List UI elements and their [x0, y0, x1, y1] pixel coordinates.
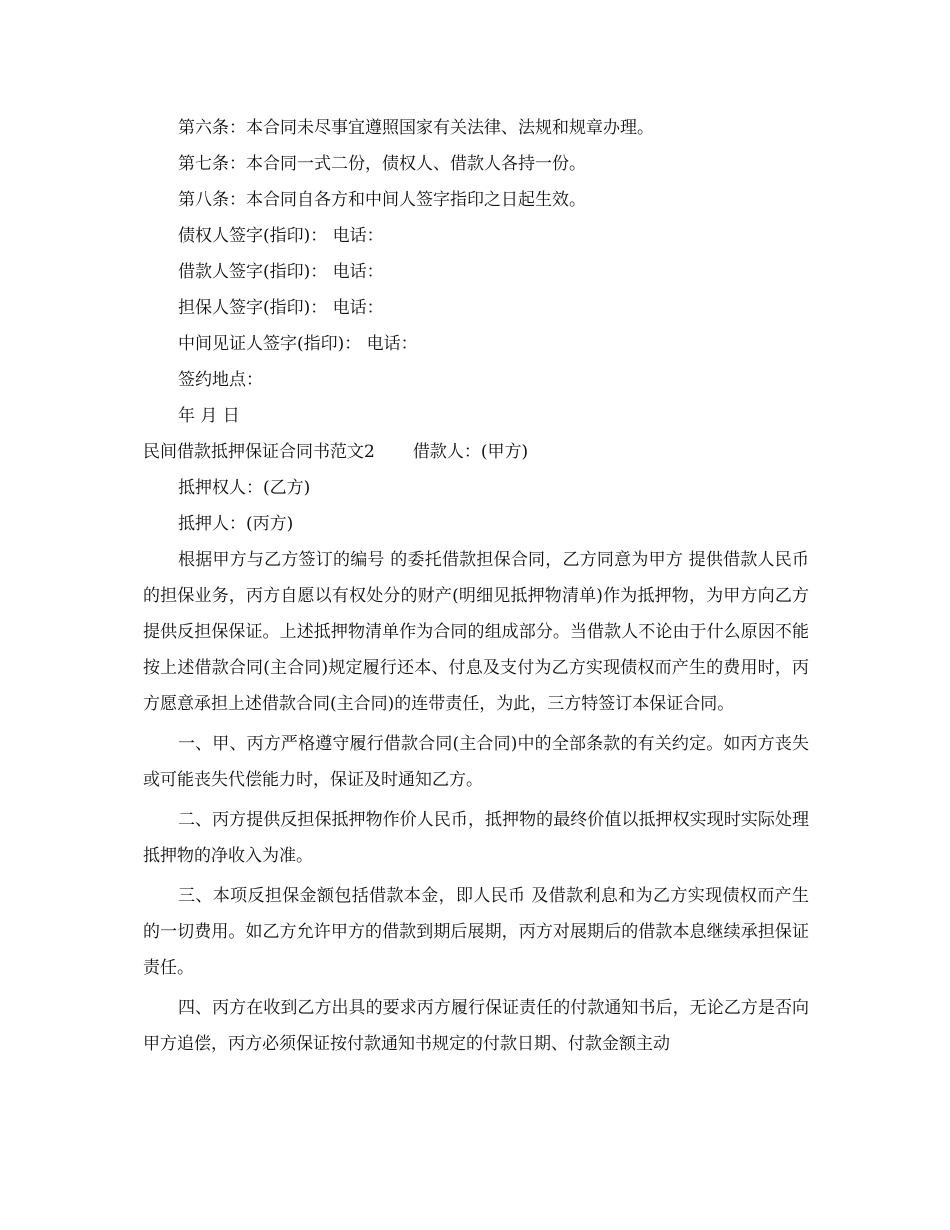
date-line: 年 月 日 [178, 406, 240, 426]
witness-signature-line: 中间见证人签字(指印)： 电话： [178, 334, 418, 354]
document-body [143, 110, 809, 1066]
borrower-party: 借款人：(甲方) [412, 442, 529, 462]
section-title: 民间借款抵押保证合同书范文2 [143, 442, 375, 462]
mortgagor-party: 抵押人：(丙方) [178, 514, 294, 534]
article-1-paragraph: 一、甲、丙方严格遵守履行借款合同(主合同)中的全部条款的有关约定。如丙方丧失或可能丧失代偿能力时，保证及时通知乙方。 [143, 734, 809, 790]
clause-8: 第八条：本合同自各方和中间人签字指印之日起生效。 [178, 190, 586, 210]
signing-location-line: 签约地点： [178, 370, 263, 390]
guarantor-signature-line: 担保人签字(指印)： 电话： [178, 298, 384, 318]
clause-7: 第七条：本合同一式二份，债权人、借款人各持一份。 [178, 154, 586, 174]
borrower-signature-line: 借款人签字(指印)： 电话： [178, 262, 384, 282]
preamble-paragraph: 根据甲方与乙方签订的编号 的委托借款担保合同，乙方同意为甲方 提供借款人民币 的担保业务，丙方自愿以有权处分的财产(明细见抵押物清单)作为抵押物，为甲方向乙方提供反担保保证。上述抵押物清单作为合同的组成部分。当借款人不论由于什么原因不能按上述借款合同(主合同)规定履行还本、付息及支付为乙方实现债权而产生的费用时，丙方愿意承担上述借款合同(主合同)的连带责任，为此，三方特签订本保证合同。 [143, 550, 809, 714]
mortgagee-party: 抵押权人：(乙方) [178, 478, 311, 498]
section-title-row [143, 434, 809, 470]
clause-6: 第六条：本合同未尽事宜遵照国家有关法律、法规和规章办理。 [178, 118, 654, 138]
article-2-paragraph: 二、丙方提供反担保抵押物作价人民币，抵押物的最终价值以抵押权实现时实际处理抵押物的净收入为准。 [143, 810, 809, 866]
article-4-paragraph: 四、丙方在收到乙方出具的要求丙方履行保证责任的付款通知书后，无论乙方是否向甲方追偿，丙方必须保证按付款通知书规定的付款日期、付款金额主动 [143, 998, 809, 1054]
article-3-paragraph: 三、本项反担保金额包括借款本金，即人民币 及借款利息和为乙方实现债权而产生的一切费用。如乙方允许甲方的借款到期后展期，丙方对展期后的借款本息继续承担保证责任。 [143, 886, 809, 978]
creditor-signature-line: 债权人签字(指印)： 电话： [178, 226, 384, 246]
